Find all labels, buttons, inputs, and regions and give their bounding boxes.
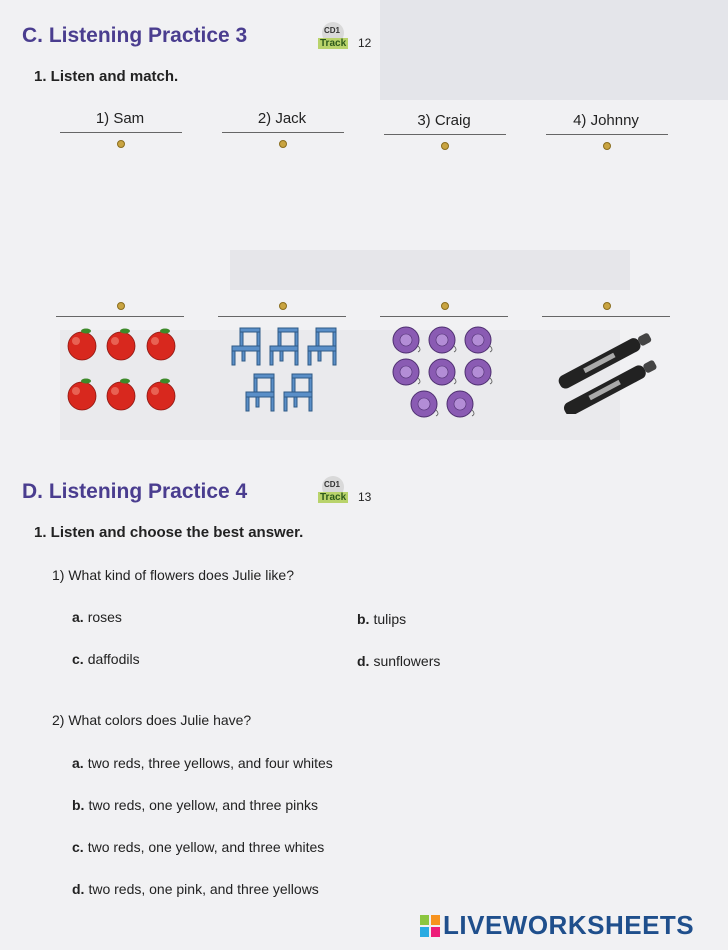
background-show-through	[230, 250, 630, 290]
q2-option-d[interactable]: d. two reds, one pink, and three yellows	[72, 881, 319, 897]
match-dot-johnny[interactable]	[603, 142, 611, 150]
match-dot-sam[interactable]	[117, 140, 125, 148]
picture-top-line	[380, 316, 508, 317]
question-2: 2) What colors does Julie have?	[52, 712, 252, 728]
name-sam: 1) Sam	[95, 110, 145, 127]
name-underline	[60, 132, 182, 133]
name-johnny: 4) Johnny	[573, 112, 639, 129]
q1-option-c[interactable]: c. daffodils	[72, 651, 140, 667]
match-dot-chairs[interactable]	[279, 302, 287, 310]
match-dot-yoyos[interactable]	[441, 302, 449, 310]
q2-option-b[interactable]: b. two reds, one yellow, and three pinks	[72, 797, 319, 813]
track-13-badge: CD1 Track 13	[318, 476, 370, 506]
picture-top-line	[218, 316, 346, 317]
liveworksheets-mark-icon	[420, 915, 440, 937]
match-dot-markers[interactable]	[603, 302, 611, 310]
name-underline	[546, 134, 668, 135]
match-dot-apples[interactable]	[117, 302, 125, 310]
q2-option-a[interactable]: a. two reds, three yellows, and four whites	[72, 755, 333, 771]
name-craig: 3) Craig	[417, 112, 471, 129]
q2-option-c[interactable]: c. two reds, one yellow, and three whites	[72, 839, 325, 855]
picture-top-line	[542, 316, 670, 317]
section-c-title: C. Listening Practice 3	[22, 24, 248, 47]
markers-picture	[546, 330, 670, 414]
match-dot-jack[interactable]	[279, 140, 287, 148]
background-show-through	[380, 0, 728, 100]
q1-option-a[interactable]: a. roses	[72, 609, 122, 625]
name-underline	[222, 132, 344, 133]
section-d-title: D. Listening Practice 4	[22, 480, 248, 503]
name-jack: 2) Jack	[257, 110, 307, 127]
yo-yos-picture	[388, 322, 508, 422]
chairs-picture	[226, 326, 346, 418]
q1-option-d[interactable]: d. sunflowers	[357, 653, 441, 669]
track-12-badge: CD1 Track 12	[318, 22, 370, 52]
liveworksheets-logo: LIVEWORKSHEETS	[420, 910, 694, 941]
question-1: 1) What kind of flowers does Julie like?	[52, 567, 294, 583]
picture-top-line	[56, 316, 184, 317]
section-c-instruction: 1. Listen and match.	[34, 68, 179, 85]
q1-option-b[interactable]: b. tulips	[357, 611, 407, 627]
section-d-instruction: 1. Listen and choose the best answer.	[34, 524, 304, 541]
apples-picture	[60, 326, 184, 416]
match-dot-craig[interactable]	[441, 142, 449, 150]
name-underline	[384, 134, 506, 135]
